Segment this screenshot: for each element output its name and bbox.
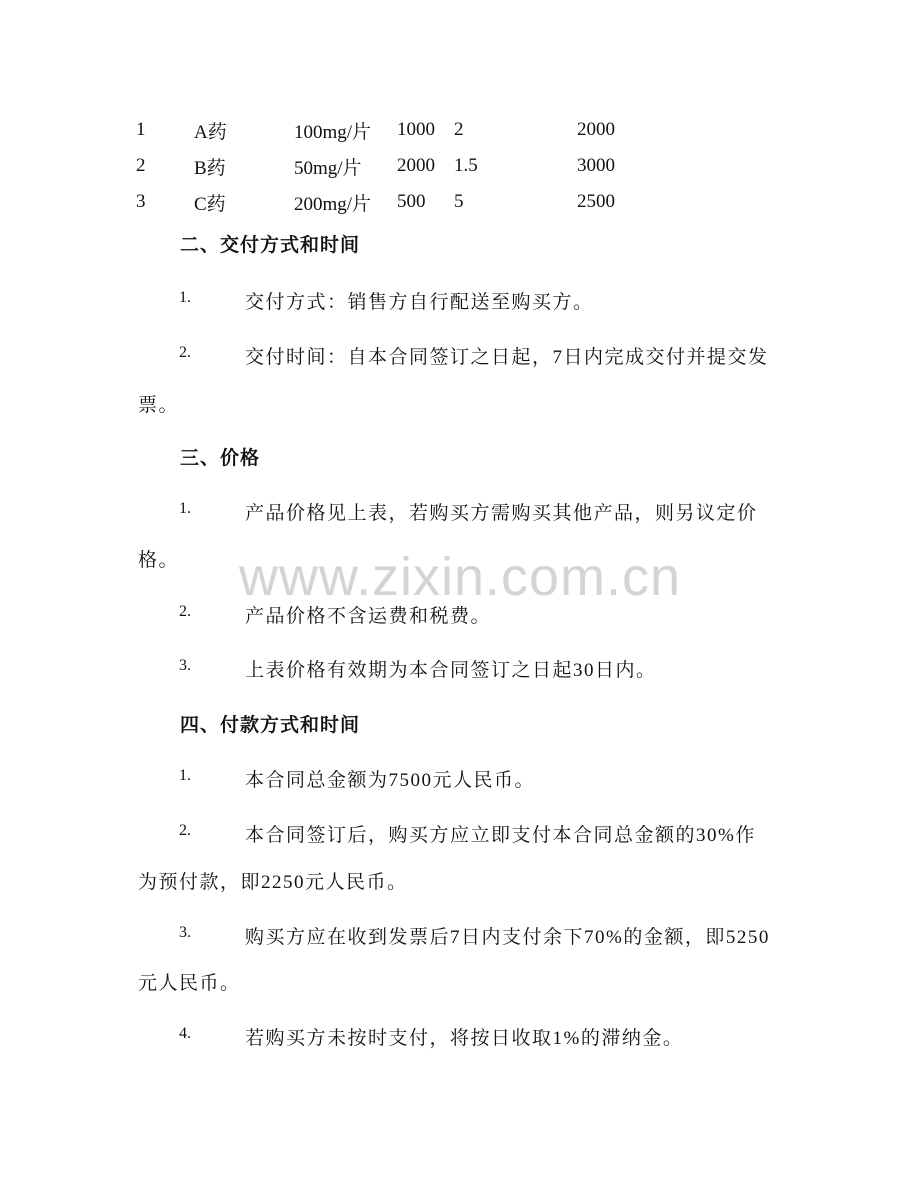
clause-number: 1. xyxy=(179,500,191,517)
clause-number: 3. xyxy=(179,924,191,941)
clause-number: 4. xyxy=(179,1025,191,1042)
product-name: C药 xyxy=(194,193,226,215)
product-name: B药 xyxy=(194,157,226,179)
clause-text-continued: 元人民币。 xyxy=(138,973,241,994)
clause-text: 本合同总金额为7500元人民币。 xyxy=(245,770,536,791)
clause-text: 交付方式：销售方自行配送至购买方。 xyxy=(245,292,594,313)
clause-text: 产品价格不含运费和税费。 xyxy=(245,606,492,627)
row-number: 2 xyxy=(136,155,146,176)
product-spec: 100mg/片 xyxy=(294,121,372,143)
section-heading-payment: 四、付款方式和时间 xyxy=(180,715,361,736)
product-unit-price: 1.5 xyxy=(454,155,478,176)
clause-text-continued: 票。 xyxy=(138,395,180,416)
row-number: 1 xyxy=(136,119,146,140)
product-spec: 50mg/片 xyxy=(294,157,362,179)
product-unit-price: 2 xyxy=(454,119,464,140)
section-heading-price: 三、价格 xyxy=(180,448,261,469)
clause-number: 2. xyxy=(179,822,191,839)
product-total: 3000 xyxy=(577,155,615,176)
table-row xyxy=(136,148,637,184)
clause-number: 1. xyxy=(179,289,191,306)
clause-text: 交付时间：自本合同签订之日起，7日内完成交付并提交发 xyxy=(245,347,769,368)
product-unit-price: 5 xyxy=(454,191,464,212)
clause-number: 1. xyxy=(179,767,191,784)
row-number: 3 xyxy=(136,191,146,212)
product-name: A药 xyxy=(194,121,227,143)
product-spec: 200mg/片 xyxy=(294,193,372,215)
product-quantity: 500 xyxy=(397,191,426,212)
watermark: www.zixin.com.cn xyxy=(238,547,682,607)
clause-text: 本合同签订后，购买方应立即支付本合同总金额的30%作 xyxy=(245,825,756,846)
clause-text: 产品价格见上表，若购买方需购买其他产品，则另议定价 xyxy=(245,503,758,524)
section-heading-delivery: 二、交付方式和时间 xyxy=(180,235,361,256)
table-row xyxy=(136,184,637,220)
product-quantity: 2000 xyxy=(397,155,435,176)
table-row xyxy=(136,112,637,148)
clause-text: 上表价格有效期为本合同签订之日起30日内。 xyxy=(245,660,657,681)
clause-number: 3. xyxy=(179,657,191,674)
clause-number: 2. xyxy=(179,344,191,361)
clause-text: 若购买方未按时支付，将按日收取1%的滞纳金。 xyxy=(245,1028,684,1049)
product-total: 2500 xyxy=(577,191,615,212)
clause-text: 购买方应在收到发票后7日内支付余下70%的金额，即5250 xyxy=(245,927,770,948)
clause-number: 2. xyxy=(179,603,191,620)
clause-text-continued: 格。 xyxy=(138,550,180,571)
product-table xyxy=(136,112,637,220)
clause-text-continued: 为预付款，即2250元人民币。 xyxy=(138,872,408,893)
product-quantity: 1000 xyxy=(397,119,435,140)
product-total: 2000 xyxy=(577,119,615,140)
